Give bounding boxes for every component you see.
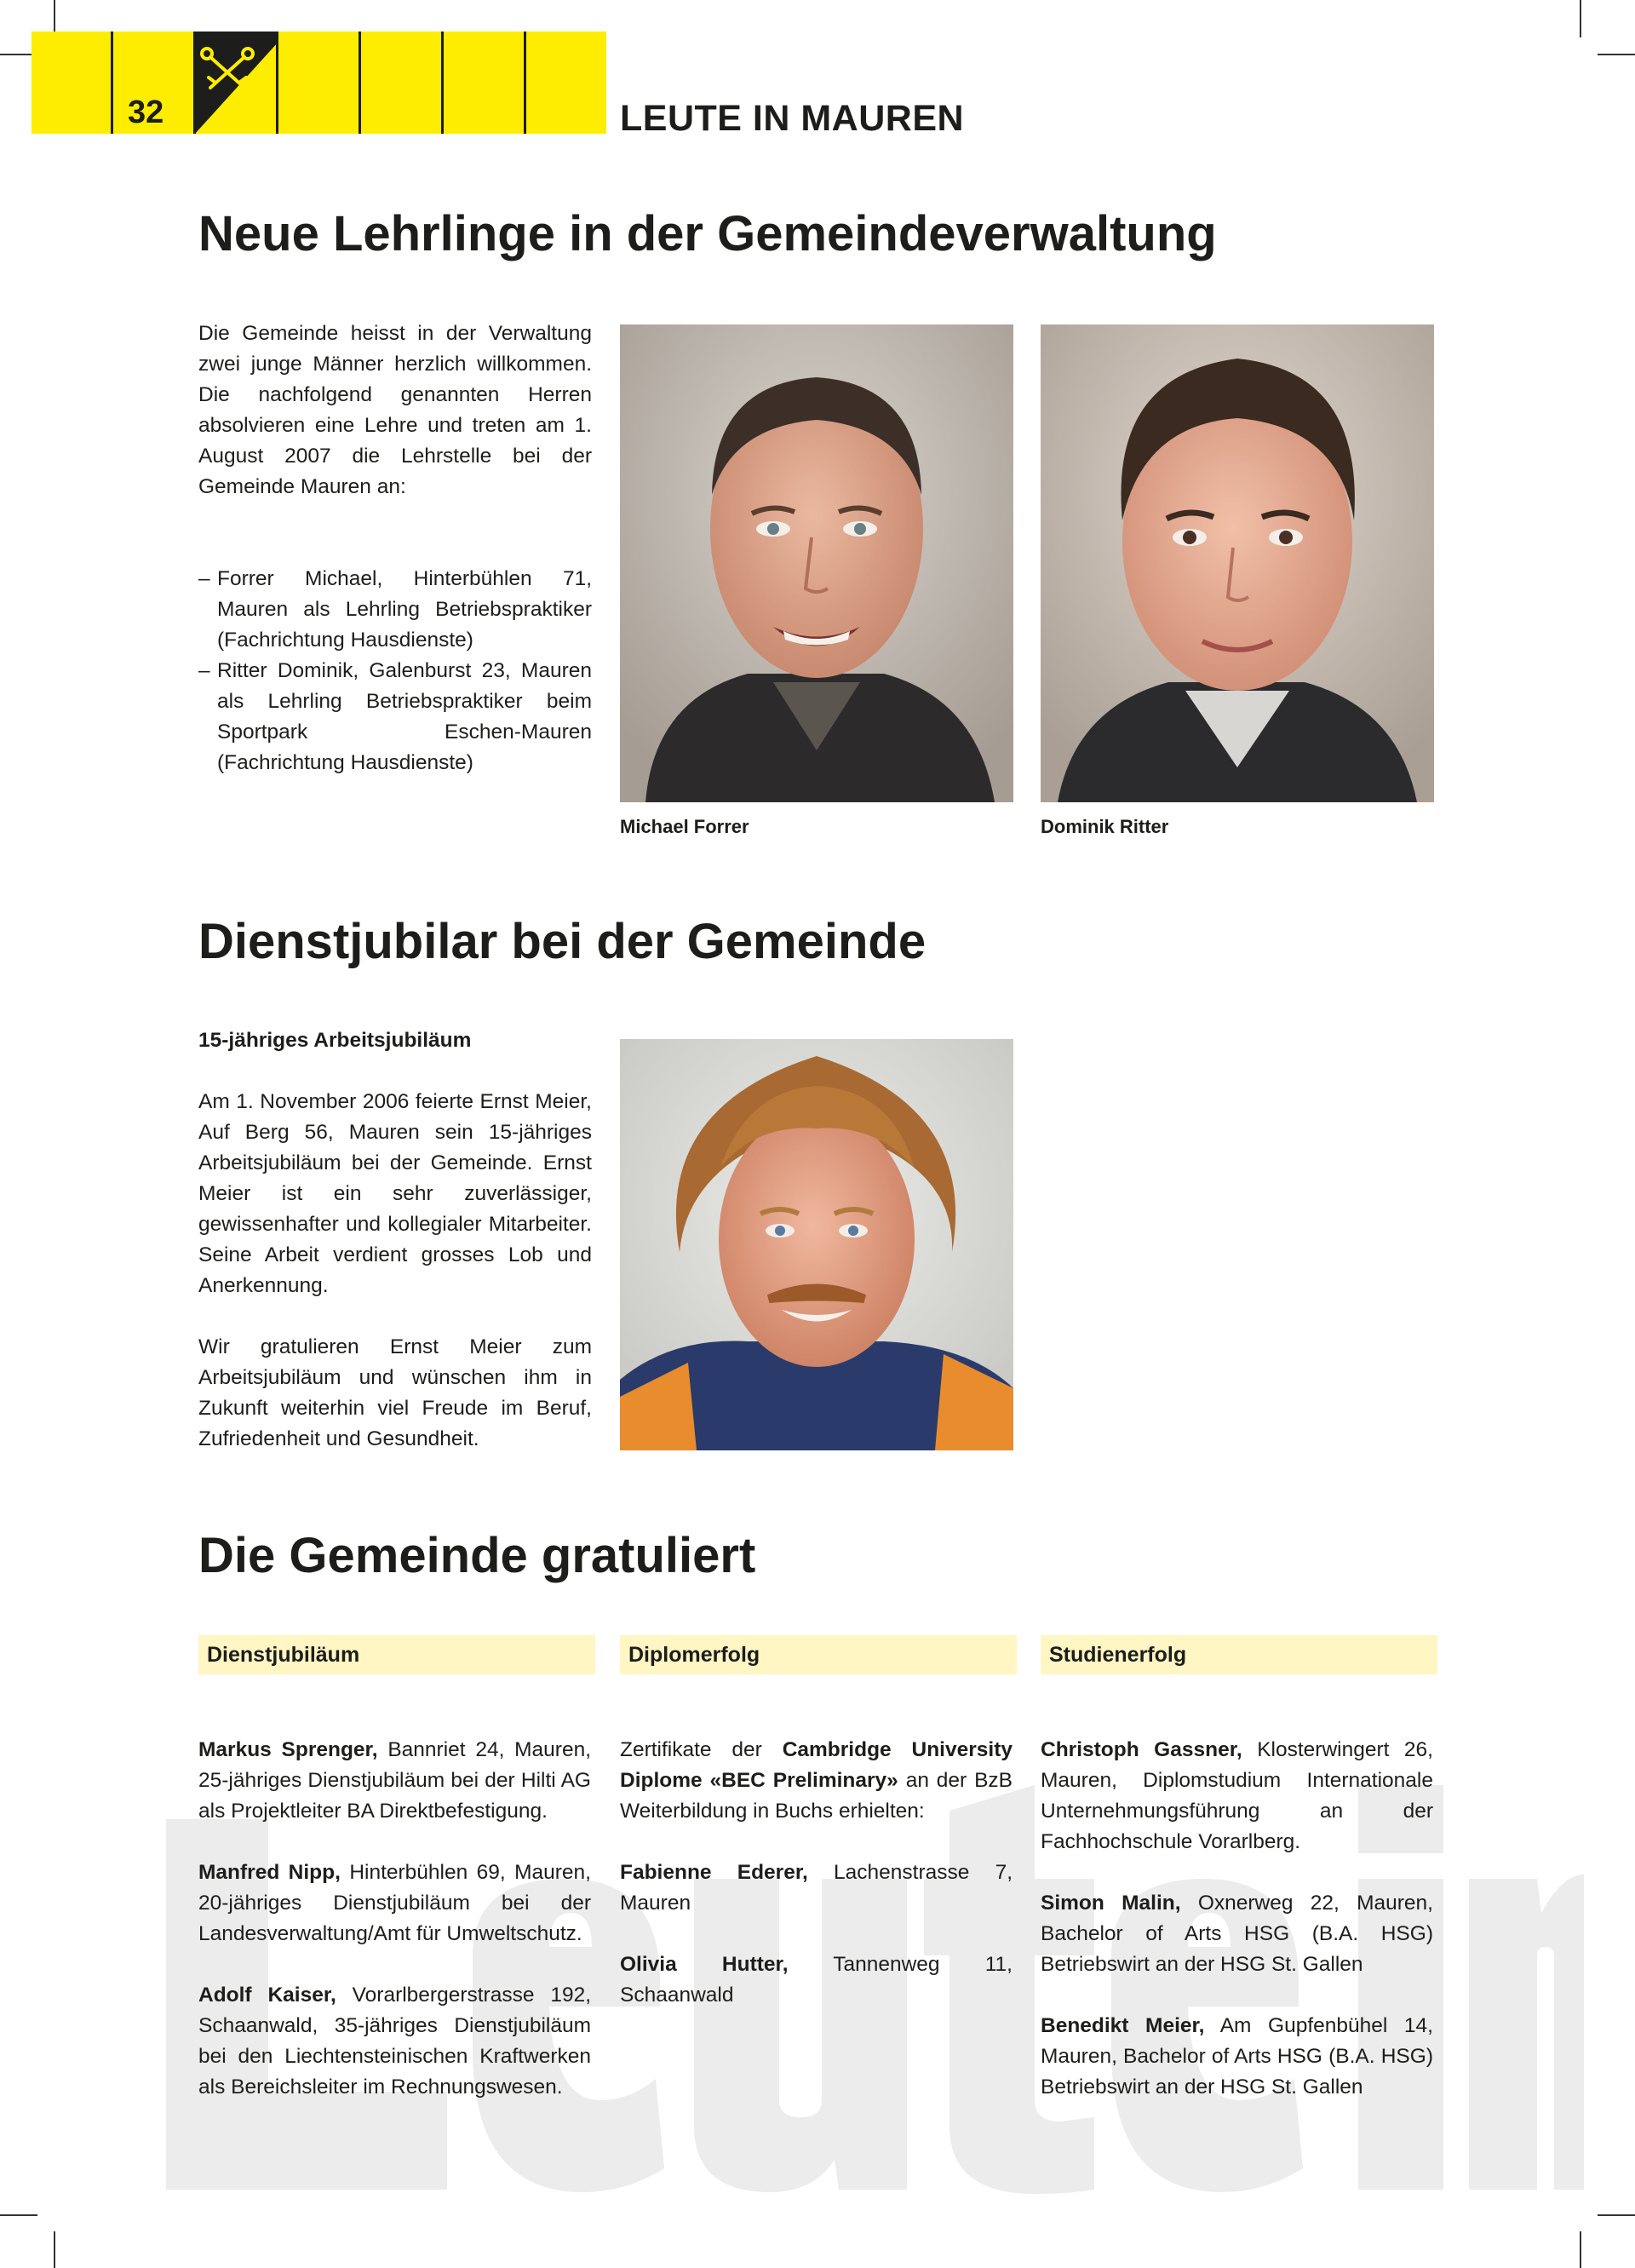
jubilar-subtitle: 15-jähriges Arbeitsjubiläum — [198, 1029, 472, 1052]
list-item — [1041, 1888, 1433, 1980]
lehrlinge-intro — [198, 319, 592, 502]
lehrlinge-intro-text: Die Gemeinde heisst in der Verwaltung zwei junge Männer herzlich willkommen. Die nachfolgend genannten Herren absolvieren eine Lehre und treten am 1. August 2007 die Lehrstelle bei der Gemeinde Mauren an: — [198, 322, 592, 498]
entry-text: Oxnerweg 22, Mauren, Bachelor of Arts HSG (B.A. HSG) Betriebswirt an der HSG St. Gallen — [1041, 1892, 1433, 1976]
entry-text: Vorarlbergerstrasse 192, Schaanwald, 35-jähriges Dienstjubiläum bei den Liechtensteinischen Kraftwerken als Bereichsleiter im Rechnungswesen. — [198, 1984, 591, 2099]
crop-mark — [1580, 0, 1581, 37]
intro-bold: Cambridge University Diplome «BEC Preliminary» — [620, 1738, 1013, 1792]
photo-ernst-meier — [620, 1039, 1013, 1450]
header-bar — [32, 32, 606, 134]
list-item — [198, 1980, 591, 2103]
entry-name: Manfred Nipp, — [198, 1861, 341, 1884]
jubilar-title: Dienstjubilar bei der Gemeinde — [198, 914, 926, 969]
header-divider — [111, 32, 113, 134]
lehrlinge-list — [198, 564, 592, 778]
photo-caption: Michael Forrer — [620, 816, 749, 837]
list-item — [1041, 1735, 1433, 1857]
column-intro — [620, 1735, 1013, 1827]
intro-text: an der BzB Weiterbildung in Buchs erhielten: — [620, 1769, 1013, 1823]
header-divider — [441, 32, 444, 134]
intro-text: Zertifikate der — [620, 1738, 762, 1761]
jubilar-paragraph: Wir gratulieren Ernst Meier zum Arbeitsjubiläum und wünschen ihm in Zukunft weiterhin viel Freude im Beruf, Zufriedenheit und Gesundheit. — [198, 1335, 592, 1450]
entry-text: Bannriet 24, Mauren, 25-jähriges Dienstjubiläum bei der Hilti AG als Projektleiter BA Direktbefestigung. — [198, 1738, 591, 1823]
gratuliert-title: Die Gemeinde gratuliert — [198, 1528, 756, 1583]
list-item: – Ritter Dominik, Galenburst 23, Mauren als Lehrling Betriebspraktiker beim Sportpark Eschen-Mauren (Fachrichtung Hausdienste) — [198, 659, 592, 774]
crop-mark — [1598, 54, 1635, 55]
list-item-text: Forrer Michael, Hinterbühlen 71, Mauren als Lehrling Betriebspraktiker (Fachrichtung Hausdienste) — [217, 567, 592, 652]
column-dienstjubilaeum — [198, 1735, 591, 2133]
column-header-label: Studienerfolg — [1049, 1643, 1187, 1667]
page-number: 32 — [128, 95, 164, 130]
list-item — [1041, 2011, 1433, 2103]
entry-text: Am Gupfenbühel 14, Mauren, Bachelor of Arts HSG (B.A. HSG) Betriebswirt an der HSG St. Gallen — [1041, 2014, 1433, 2099]
crop-mark — [0, 2214, 37, 2216]
entry-name: Olivia Hutter, — [620, 1953, 789, 1976]
crop-mark — [1598, 2214, 1635, 2216]
entry-name: Markus Sprenger, — [198, 1738, 378, 1761]
entry-name: Christoph Gassner, — [1041, 1738, 1242, 1761]
list-item — [198, 1735, 591, 1827]
crossed-keys-coat-of-arms-icon — [195, 32, 278, 134]
list-item — [620, 1949, 1013, 2011]
column-header-dienstjubilaeum — [198, 1635, 595, 1674]
column-header-studienerfolg — [1041, 1635, 1437, 1674]
crop-mark — [1580, 2231, 1581, 2268]
header-divider — [359, 32, 361, 134]
entry-name: Adolf Kaiser, — [198, 1984, 336, 2007]
header-divider — [524, 32, 526, 134]
column-header-label: Diplomerfolg — [628, 1643, 760, 1667]
entry-text: Klosterwingert 26, Mauren, Diplomstudium Internationale Unternehmungsführung an der Fachhochschule Vorarlberg. — [1041, 1738, 1433, 1853]
jubilar-text — [198, 1087, 592, 1455]
lehrlinge-title: Neue Lehrlinge in der Gemeindeverwaltung — [198, 206, 1217, 261]
photo-dominik-ritter — [1041, 324, 1434, 802]
jubilar-paragraph: Am 1. November 2006 feierte Ernst Meier, Auf Berg 56, Mauren sein 15-jähriges Arbeitsjubiläum bei der Gemeinde. Ernst Meier ist ein sehr zuverlässiger, gewissenhafter und kollegialer Mitarbeiter. Seine Arbeit verdient grosses Lob und Anerkennung. — [198, 1090, 592, 1297]
section-label: LEUTE IN MAUREN — [620, 98, 965, 139]
list-item — [198, 1857, 591, 1949]
column-header-label: Dienstjubiläum — [207, 1643, 360, 1667]
crop-mark — [54, 2231, 55, 2268]
list-item-text: Ritter Dominik, Galenburst 23, Mauren als Lehrling Betriebspraktiker beim Sportpark Eschen-Mauren (Fachrichtung Hausdienste) — [217, 659, 592, 774]
list-item: – Forrer Michael, Hinterbühlen 71, Mauren als Lehrling Betriebspraktiker (Fachrichtung Hausdienste) — [198, 567, 592, 652]
column-studienerfolg — [1041, 1735, 1433, 2133]
entry-name: Benedikt Meier, — [1041, 2014, 1205, 2037]
photo-caption: Dominik Ritter — [1041, 816, 1169, 837]
photo-michael-forrer — [620, 324, 1013, 802]
list-item — [620, 1857, 1013, 1919]
entry-name: Simon Malin, — [1041, 1892, 1181, 1915]
column-diplomerfolg — [620, 1735, 1013, 2041]
entry-text: Lachenstrasse 7, Mauren — [620, 1861, 1013, 1915]
entry-text: Tannenweg 11, Schaanwald — [620, 1953, 1013, 2007]
entry-name: Fabienne Ederer, — [620, 1861, 808, 1884]
entry-text: Hinterbühlen 69, Mauren, 20-jähriges Dienstjubiläum bei der Landesverwaltung/Amt für Umweltschutz. — [198, 1861, 591, 1945]
column-header-diplomerfolg — [620, 1635, 1017, 1674]
